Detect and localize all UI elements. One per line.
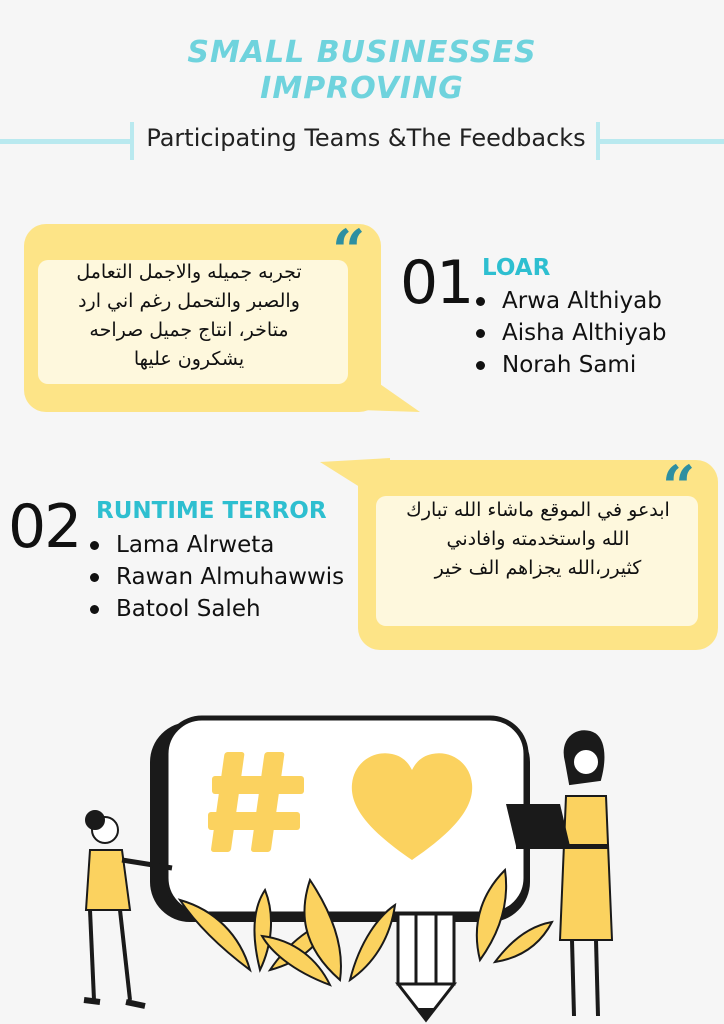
woman-figure-right: [560, 731, 612, 1016]
list-item: Batool Saleh: [88, 593, 344, 625]
team-members-1: [474, 285, 667, 381]
quote-mark-icon-2: “: [662, 453, 696, 521]
divider-left: [0, 139, 132, 144]
bubble-tail-1: [360, 370, 420, 415]
team-members-2: [88, 529, 344, 625]
list-item: Arwa Althiyab: [474, 285, 667, 317]
quote-mark-icon-1: “: [332, 217, 366, 285]
subtitle: Participating Teams &The Feedbacks: [146, 124, 586, 152]
list-item: Norah Sami: [474, 349, 667, 381]
divider-right: [600, 139, 724, 144]
team-name-1: LOAR: [482, 255, 551, 281]
list-item: Aisha Althiyab: [474, 317, 667, 349]
divider-cap-left: [130, 122, 134, 160]
team-name-2: RUNTIME TERROR: [96, 498, 327, 524]
team-number-2: 02: [8, 492, 81, 562]
title-line-2: IMPROVING: [260, 71, 464, 106]
title-line-1: SMALL BUSINESSES: [187, 35, 537, 70]
team-number-1: 01: [400, 248, 473, 318]
feedback-text-2: ابدعو في الموقع ماشاء الله تبارك الله واستخدمته وافادني كثيرر،الله يجزاهم الف خير: [406, 499, 670, 579]
list-item: Lama Alrweta: [88, 529, 344, 561]
pencil-icon: [398, 914, 454, 1020]
social-media-illustration: [0, 700, 724, 1024]
list-item: Rawan Almuhawwis: [88, 561, 344, 593]
feedback-text-1: تجربه جميله والاجمل التعامل والصبر والتحمل رغم اني ارد متاخر، انتاج جميل صراحه يشكرون عليها: [76, 261, 302, 370]
